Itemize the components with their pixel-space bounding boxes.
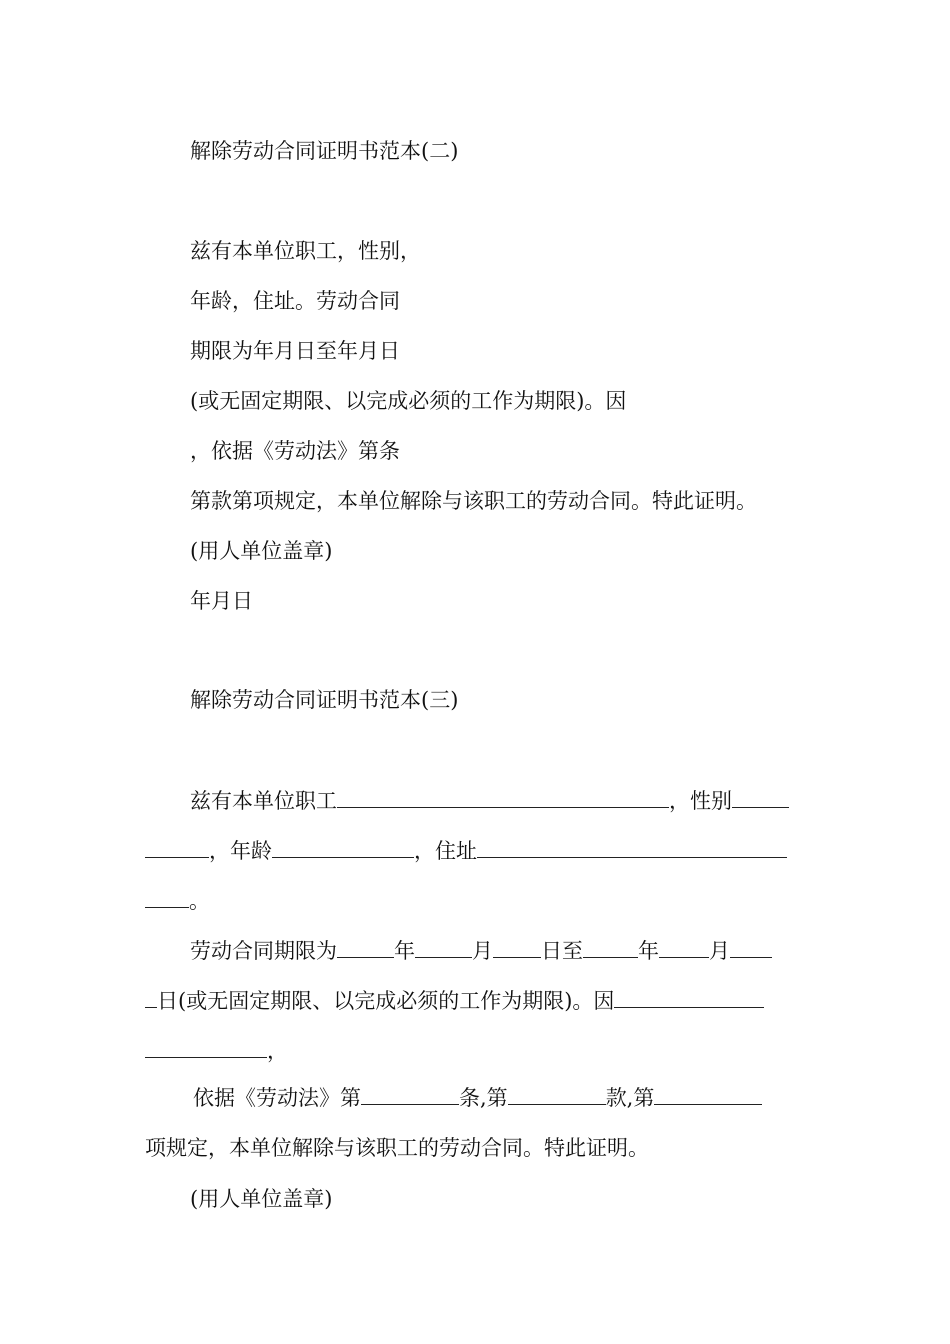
paragraph-line: 兹有本单位职工，性别， [190,239,421,263]
form-line [193,1085,762,1111]
label-text: ，住址 [414,839,477,863]
blank-field-reason[interactable] [614,988,764,1008]
form-line [190,788,789,814]
blank-field-end-day[interactable] [730,938,772,958]
blank-field-start-month[interactable] [415,938,472,958]
label-text: 月 [472,939,493,963]
paragraph-line: 年龄，住址。劳动合同 [190,289,400,313]
label-text: 年 [638,939,659,963]
form-line [145,838,787,864]
stamp-line: (用人单位盖章) [190,1187,333,1211]
form-line [190,938,772,964]
form-line [145,888,210,914]
section-title-3: 解除劳动合同证明书范本(三) [190,688,459,712]
form-line [145,988,764,1014]
form-line [145,1038,288,1064]
label-text: 兹有本单位职工 [190,789,337,813]
label-text: ，年龄 [209,839,272,863]
blank-field-address-cont[interactable] [145,888,189,908]
label-text: 劳动合同期限为 [190,939,337,963]
paragraph-line: ，依据《劳动法》第条 [190,439,400,463]
blank-field-gender-cont[interactable] [145,838,209,858]
blank-field-article[interactable] [361,1085,459,1105]
blank-field-item[interactable] [654,1085,762,1105]
label-text: 依据《劳动法》第 [193,1086,361,1110]
blank-field-start-year[interactable] [337,938,394,958]
section-title-2: 解除劳动合同证明书范本(二) [190,139,459,163]
label-text: 日至 [541,939,583,963]
stamp-line: (用人单位盖章) [190,539,333,563]
label-text: ， [267,1039,288,1063]
date-line: 年月日 [190,589,253,613]
blank-field-clause[interactable] [508,1085,606,1105]
blank-field-age[interactable] [272,838,414,858]
label-text: 年 [394,939,415,963]
paragraph-line: 期限为年月日至年月日 [190,339,400,363]
label-text: 条,第 [459,1086,508,1110]
label-text: 。 [189,889,210,913]
blank-field-gender[interactable] [732,788,789,808]
paragraph-line: 第款第项规定，本单位解除与该职工的劳动合同。特此证明。 [190,489,757,513]
label-text: 月 [709,939,730,963]
blank-field-end-year[interactable] [583,938,638,958]
paragraph-line: 项规定，本单位解除与该职工的劳动合同。特此证明。 [145,1136,649,1160]
blank-field-end-day-cont[interactable] [145,988,157,1008]
blank-field-address[interactable] [477,838,787,858]
label-text: ，性别 [669,789,732,813]
blank-field-end-month[interactable] [659,938,709,958]
blank-field-name[interactable] [337,788,669,808]
label-text: 款,第 [605,1086,655,1110]
blank-field-reason-cont[interactable] [145,1038,267,1058]
paragraph-line: (或无固定期限、以完成必须的工作为期限)。因 [190,389,627,413]
label-text: 日(或无固定期限、以完成必须的工作为期限)。因 [157,989,615,1013]
blank-field-start-day[interactable] [493,938,541,958]
